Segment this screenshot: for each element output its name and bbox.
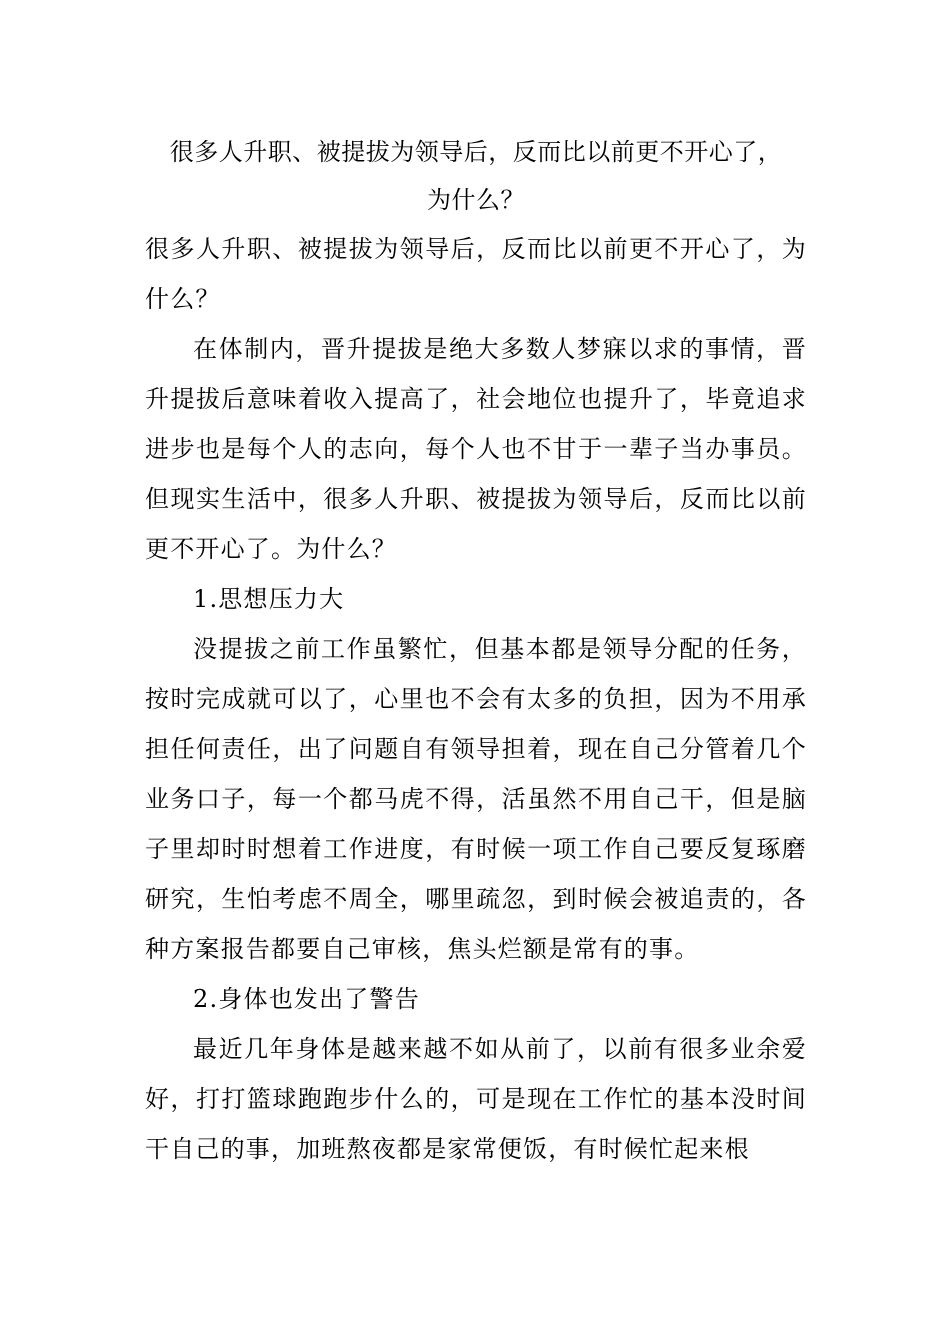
intro-paragraph: 在体制内，晋升提拔是绝大多数人梦寐以求的事情，晋升提拔后意味着收入提高了，社会地位也提升了，毕竟追求进步也是每个人的志向，每个人也不甘于一辈子当办事员。但现实生活中，很多人升职、被提拔为领导后，反而比以前更不开心了。为什么？ — [145, 335, 807, 563]
title-line-1: 很多人升职、被提拔为领导后，反而比以前更不开心了， — [169, 138, 783, 166]
document-title — [145, 128, 807, 224]
section-1-paragraph: 没提拔之前工作虽繁忙，但基本都是领导分配的任务，按时完成就可以了，心里也不会有太多的负担，因为不用承担任何责任，出了问题自有领导担着，现在自己分管着几个业务口子，每一个都马虎不得，活虽然不用自己干，但是脑子里却时时想着工作进度，有时候一项工作自己要反复琢磨研究，生怕考虑不周全，哪里疏忽，到时候会被追责的，各种方案报告都要自己审核，焦头烂额是常有的事。 — [145, 635, 807, 963]
repeated-title-paragraph: 很多人升职、被提拔为领导后，反而比以前更不开心了，为什么？ — [145, 235, 807, 313]
section-2-heading: 2.身体也发出了警告 — [193, 985, 420, 1013]
section-1-heading: 1.思想压力大 — [193, 585, 345, 613]
document-body — [145, 128, 807, 1174]
section-2-paragraph: 最近几年身体是越来越不如从前了，以前有很多业余爱好，打打篮球跑跑步什么的，可是现在工作忙的基本没时间干自己的事，加班熬夜都是家常便饭，有时候忙起来根 — [145, 1035, 807, 1163]
title-line-2: 为什么？ — [427, 186, 525, 214]
